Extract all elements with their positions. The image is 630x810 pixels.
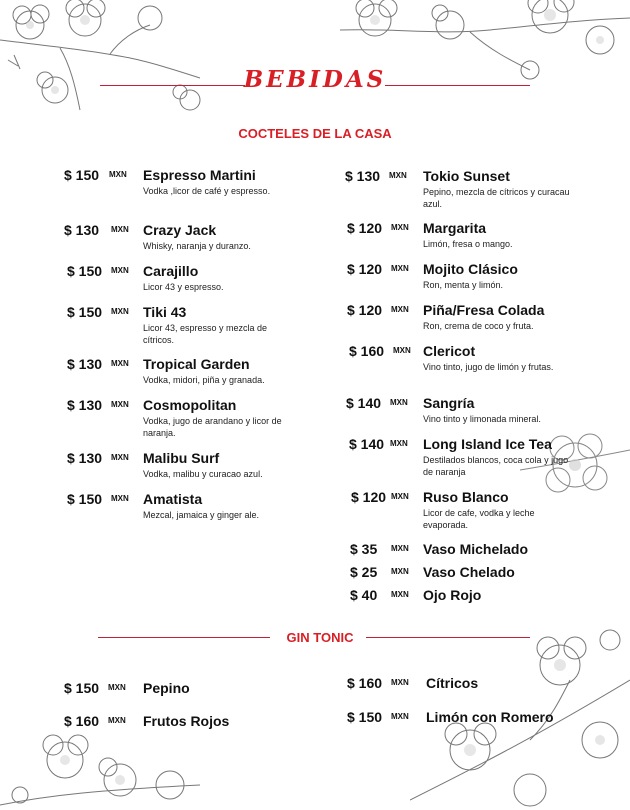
item-price: $ 120 <box>351 489 387 505</box>
item-price: $ 150 <box>347 709 383 725</box>
item-price: $ 160 <box>64 713 100 729</box>
item-currency: MXN <box>111 453 129 462</box>
item-currency: MXN <box>391 678 409 687</box>
item-name: Cosmopolitan <box>143 397 237 413</box>
item-name: Carajillo <box>143 263 199 279</box>
item-currency: MXN <box>391 544 409 553</box>
item-price: $ 140 <box>346 395 382 411</box>
item-currency: MXN <box>391 590 409 599</box>
item-name: Crazy Jack <box>143 222 217 238</box>
item-price: $ 35 <box>350 541 378 557</box>
item-name: Clericot <box>423 343 476 359</box>
item-currency: MXN <box>391 223 409 232</box>
item-description: Ron, crema de coco y fruta. <box>423 321 534 331</box>
item-description: Limón, fresa o mango. <box>423 239 513 249</box>
item-currency: MXN <box>390 398 408 407</box>
item-currency: MXN <box>391 264 409 273</box>
item-price: $ 130 <box>67 356 103 372</box>
item-currency: MXN <box>393 346 411 355</box>
item-description: Vino tinto y limonada mineral. <box>423 414 541 424</box>
item-description: Vodka, malibu y curacao azul. <box>143 469 263 479</box>
item-price: $ 150 <box>64 680 100 696</box>
item-currency: MXN <box>111 307 129 316</box>
item-name: Tropical Garden <box>143 356 250 372</box>
item-description: Licor 43 y espresso. <box>143 282 224 292</box>
item-description: Vodka, jugo de arandano y licor de naranja. <box>143 416 282 438</box>
cherry-blossom-bottom-left-illustration <box>0 725 200 810</box>
item-name: Margarita <box>423 220 487 236</box>
item-name: Vaso Michelado <box>423 541 529 557</box>
item-price: $ 150 <box>67 263 103 279</box>
item-currency: MXN <box>111 266 129 275</box>
item-price: $ 140 <box>349 436 385 452</box>
item-price: $ 130 <box>67 450 103 466</box>
item-name: Frutos Rojos <box>143 713 230 729</box>
item-currency: MXN <box>108 683 126 692</box>
item-price: $ 130 <box>64 222 100 238</box>
item-description: Vodka ,licor de café y espresso. <box>143 186 271 196</box>
item-description: Pepino, mezcla de cítricos y curacau azul. <box>423 187 570 209</box>
item-price: $ 120 <box>347 261 383 277</box>
item-price: $ 120 <box>347 220 383 236</box>
item-price: $ 160 <box>349 343 385 359</box>
item-currency: MXN <box>108 716 126 725</box>
item-currency: MXN <box>389 171 407 180</box>
item-currency: MXN <box>390 439 408 448</box>
item-currency: MXN <box>391 567 409 576</box>
item-price: $ 40 <box>350 587 378 603</box>
section-heading-gin-tonic: GIN TONIC <box>286 630 354 645</box>
page-title <box>0 66 630 93</box>
item-currency: MXN <box>109 170 127 179</box>
item-name: Limón con Romero <box>426 709 554 725</box>
item-currency: MXN <box>111 400 129 409</box>
item-price: $ 150 <box>64 167 100 183</box>
item-currency: MXN <box>391 305 409 314</box>
item-name: Sangría <box>423 395 475 411</box>
item-name: Ruso Blanco <box>423 489 509 505</box>
item-name: Espresso Martini <box>143 167 256 183</box>
item-description: Vodka, midori, piña y granada. <box>143 375 265 385</box>
item-description: Licor de cafe, vodka y leche evaporada. <box>423 508 535 530</box>
item-price: $ 25 <box>350 564 378 580</box>
item-name: Piña/Fresa Colada <box>423 302 545 318</box>
item-description: Whisky, naranja y duranzo. <box>143 241 251 251</box>
cherry-blossom-top-left-illustration <box>0 0 220 130</box>
item-currency: MXN <box>391 492 409 501</box>
item-name: Ojo Rojo <box>423 587 482 603</box>
item-currency: MXN <box>111 359 129 368</box>
item-price: $ 130 <box>67 397 103 413</box>
item-description: Licor 43, espresso y mezcla de cítricos. <box>143 323 268 345</box>
item-name: Mojito Clásico <box>423 261 518 277</box>
item-description: Ron, menta y limón. <box>423 280 504 290</box>
item-name: Cítricos <box>426 675 479 691</box>
item-description: Mezcal, jamaica y ginger ale. <box>143 510 260 520</box>
item-price: $ 130 <box>345 168 381 184</box>
item-price: $ 150 <box>67 491 103 507</box>
item-name: Pepino <box>143 680 190 696</box>
item-price: $ 160 <box>347 675 383 691</box>
item-name: Tiki 43 <box>143 304 187 320</box>
item-name: Vaso Chelado <box>423 564 515 580</box>
item-price: $ 150 <box>67 304 103 320</box>
item-currency: MXN <box>111 494 129 503</box>
item-currency: MXN <box>111 225 129 234</box>
section-heading-cocteles: COCTELES DE LA CASA <box>238 126 392 141</box>
item-name: Long Island Ice Tea <box>423 436 552 452</box>
item-description: Destilados blancos, coca cola y jugo de naranja <box>423 455 569 477</box>
item-currency: MXN <box>391 712 409 721</box>
item-name: Amatista <box>143 491 203 507</box>
item-name: Malibu Surf <box>143 450 220 466</box>
item-description: Vino tinto, jugo de limón y frutas. <box>423 362 554 372</box>
page-title-text: BEBIDAS <box>243 66 387 93</box>
item-price: $ 120 <box>347 302 383 318</box>
item-name: Tokio Sunset <box>423 168 510 184</box>
